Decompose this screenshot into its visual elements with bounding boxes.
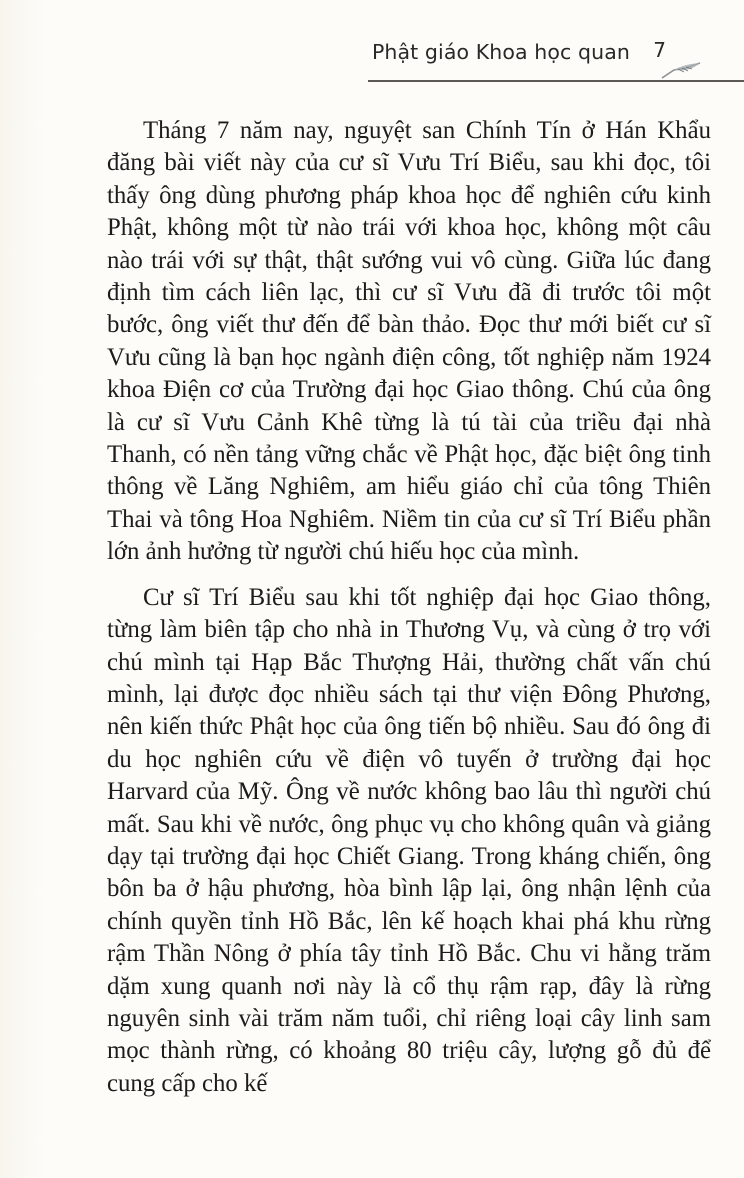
paragraph-2: Cư sĩ Trí Biểu sau khi tốt nghiệp đại học Giao thông, từng làm biên tập cho nhà in Thương Vụ, và cùng ở trọ với chú mình tại Hạp Bắc Thượng Hải, thường chất vấn chú mình, lại được đọc nhiều sách tại thư viện Đông Phương, nên kiến thức Phật học của ông tiến bộ nhiều. Sau đó ông đi du học nghiên cứu về điện vô tuyến ở trường đại học Harvard của Mỹ. Ông về nước không bao lâu thì người chú mất. Sau khi về nước, ông phục vụ cho không quân và giảng dạy tại trường đại học Chiết Giang. Trong kháng chiến, ông bôn ba ở hậu phương, hòa bình lập lại, ông nhận lệnh của chính quyền tỉnh Hồ Bắc, lên kế hoạch khai phá khu rừng rậm Thần Nông ở phía tây tỉnh Hồ Bắc. Chu vi hằng trăm dặm xung quanh nơi này là cổ thụ rậm rạp, đây là rừng nguyên sinh vài trăm năm tuổi, chỉ riêng loại cây linh sam mọc thành rừng, có khoảng 80 triệu cây, lượng gỗ đủ để cung cấp cho kế [107, 583, 711, 1097]
page-header [300, 40, 680, 76]
page-number: 7 [653, 38, 666, 62]
ornament-icon [660, 58, 704, 80]
running-title: Phật giáo Khoa học quan [371, 40, 630, 64]
paragraph-1: Tháng 7 năm nay, nguyệt san Chính Tín ở Hán Khẩu đăng bài viết này của cư sĩ Vưu Trí Biểu, sau khi đọc, tôi thấy ông dùng phương pháp khoa học để nghiên cứu kinh Phật, không một từ nào trái với khoa học, không một câu nào trái với sự thật, thật sướng vui vô cùng. Giữa lúc đang định tìm cách liên lạc, thì cư sĩ Vưu đã đi trước tôi một bước, ông viết thư đến để bàn thảo. Đọc thư mới biết cư sĩ Vưu cũng là bạn học ngành điện công, tốt nghiệp năm 1924 khoa Điện cơ của Trường đại học Giao thông. Chú của ông là cư sĩ Vưu Cảnh Khê từng là tú tài của triều đại nhà Thanh, có nền tảng vững chắc về Phật học, đặc biệt ông tinh thông về Lăng Nghiêm, am hiểu giáo chỉ của tông Thiên Thai và tông Hoa Nghiêm. Niềm tin của cư sĩ Trí Biểu phần lớn ảnh hưởng từ người chú hiếu học của mình. [107, 117, 711, 566]
header-rule [368, 80, 744, 82]
body-text [107, 115, 711, 1100]
